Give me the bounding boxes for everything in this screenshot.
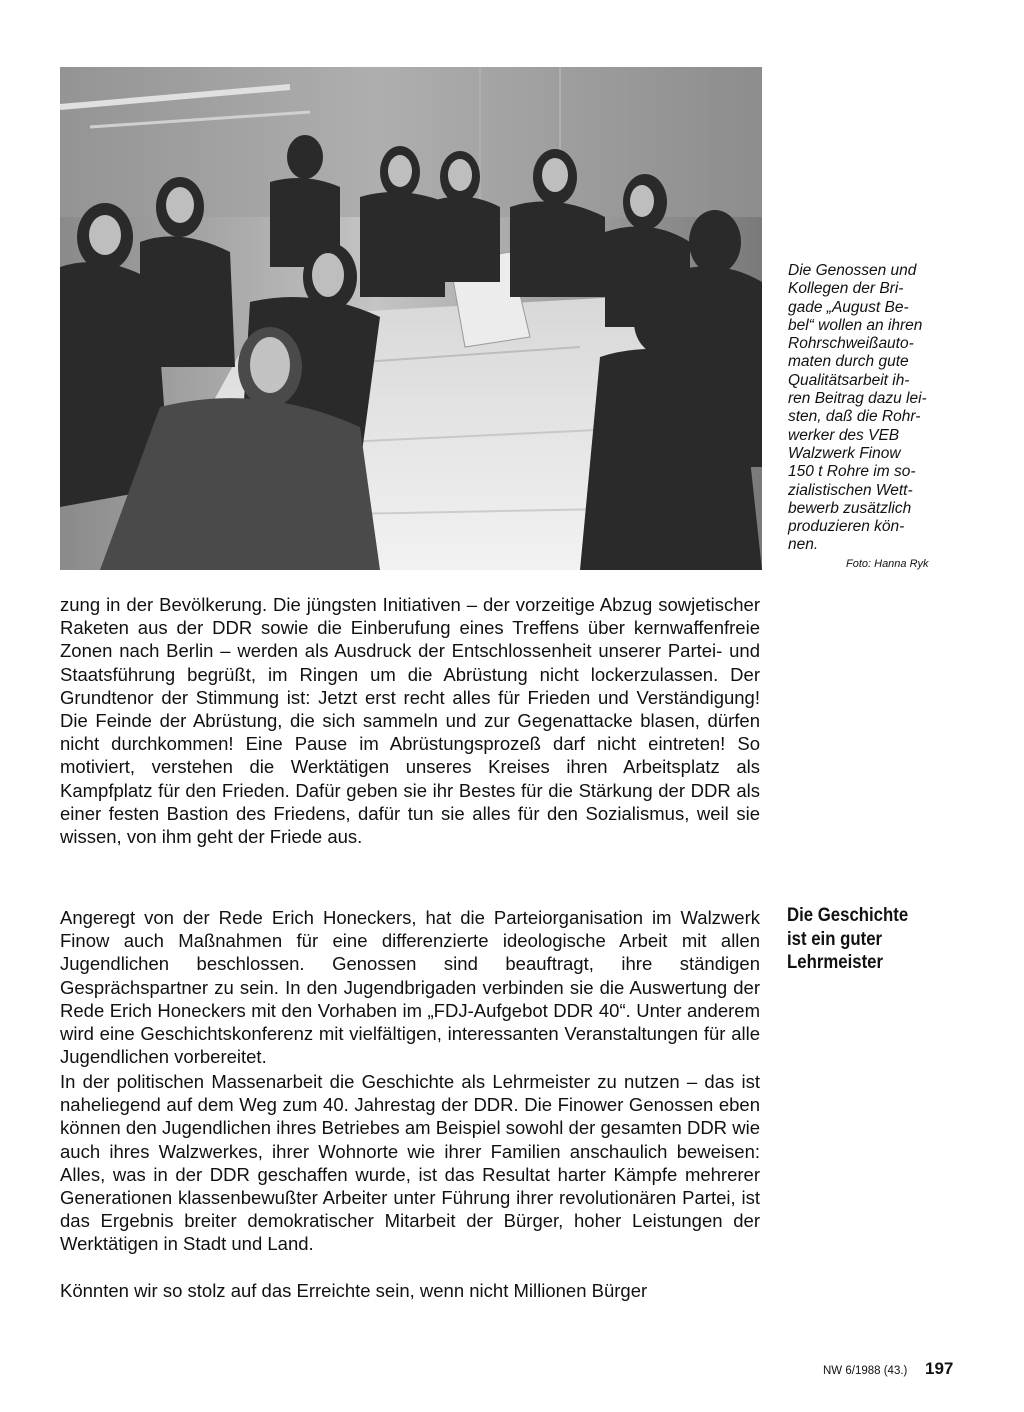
article-paragraph: In der politischen Massenarbeit die Geschichte als Lehrmeister zu nutzen – das ist naheliegend auf dem Weg zum 40. Jahrestag der DDR. Die Finower Genossen eben können den Jugendlichen ihres Betriebes am Beispiel sowohl der gesamten DDR wie auch ihres Walzwerkes, ihrer Wohnorte wie ihrer Familien anschaulich beweisen: Alles, was in der DDR geschaffen wurde, ist das Resultat harter Kämpfe mehrerer Generationen klassenbewußter Arbeiter unter Führung ihrer revolutionären Partei, ist das Ergebnis breiter demokratischer Mitarbeit der Bürger, hoher Leistungen der Werktätigen in Stadt und Land. bbox=[60, 1071, 760, 1255]
article-paragraph: Könnten wir so stolz auf das Erreichte sein, wenn nicht Millionen Bürger bbox=[60, 1280, 648, 1301]
photo-caption: Die Genossen und Kollegen der Bri- gade „August Be- bel“ wollen an ihren Rohrschweißauto- maten durch gute Qualitätsarbeit ih- ren Beitrag dazu lei- sten, daß die Rohr- werker des VEB Walzwerk Finow 150 t Rohre im so- zialistischen Wett- bewerb zusätzlich produzieren kön- nen. bbox=[788, 262, 927, 554]
publication-reference: NW 6/1988 (43.) bbox=[823, 1365, 908, 1377]
article-photo bbox=[60, 67, 762, 570]
section-heading: Die Geschichte ist ein guter Lehrmeister bbox=[787, 904, 909, 973]
photo-credit: Foto: Hanna Ryk bbox=[846, 558, 929, 570]
page-number: 197 bbox=[925, 1359, 954, 1378]
article-paragraph: Angeregt von der Rede Erich Honeckers, hat die Parteiorganisation im Walzwerk Finow auch Maßnahmen für eine differenzierte ideologische Arbeit mit allen Jugendlichen beschlossen. Genossen sind beauftragt, ihre ständigen Gesprächspartner zu sein. In den Jugendbrigaden verbinden sie die Auswertung der Rede Erich Honeckers mit den Vorhaben im „FDJ-Aufgebot DDR 40“. Unter anderem wird eine Geschichtskonferenz mit vielfältigen, interessanten Veranstaltungen für alle Jugendlichen vorbereitet. bbox=[60, 907, 760, 1068]
article-paragraph: zung in der Bevölkerung. Die jüngsten Initiativen – der vorzeitige Abzug sowjetischer Raketen aus der DDR sowie die Einberufung eines Treffens über kernwaffenfreie Zonen nach Berlin – werden als Ausdruck der Entschlossenheit unserer Partei- und Staatsführung begrüßt, im Ringen um die Abrüstung nicht lockerzulassen. Der Grundtenor der Stimmung ist: Jetzt erst recht alles für Frieden und Verständigung! Die Feinde der Abrüstung, die sich sammeln und zur Gegenattacke blasen, dürfen nicht durchkommen! Eine Pause im Abrüstungsprozeß darf nicht eintreten! So motiviert, verstehen die Werktätigen unseres Kreises ihren Arbeitsplatz als Kampfplatz für den Frieden. Dafür geben sie ihr Bestes für die Stärkung der DDR als einer festen Bastion des Friedens, dafür tun sie alles für den Sozialismus, weil sie wissen, von ihm geht der Friede aus. bbox=[60, 594, 760, 848]
photo-illustration bbox=[60, 67, 762, 570]
